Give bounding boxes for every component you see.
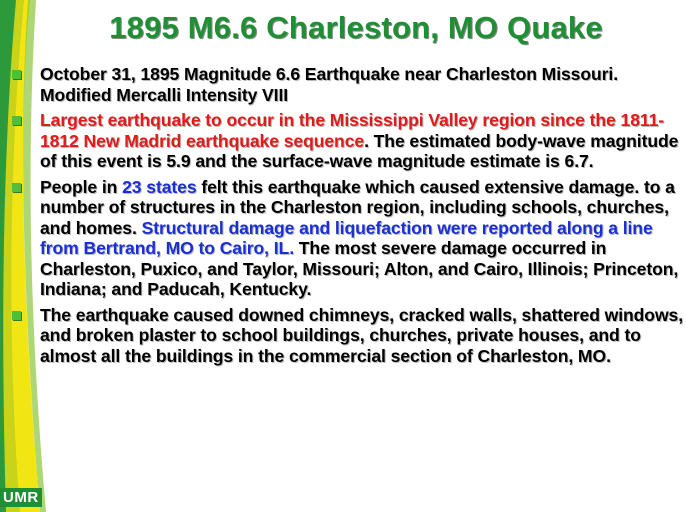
bullet-text: . The estimated body-wave magnitude of this event is 5.9 and the surface-wave magnitude estimate is 6.7. — [40, 130, 679, 171]
bullet-list — [10, 64, 684, 371]
bullet-item-effects — [10, 305, 684, 367]
umr-logo: UMR — [0, 488, 42, 507]
bullet-square-icon — [12, 311, 21, 320]
bullet-item-date — [10, 64, 684, 105]
highlight-blue-text: Structural damage and liquefaction were reported along a line from Bertrand, MO to Cairo, IL. — [40, 217, 653, 258]
bullet-item-largest — [10, 110, 684, 172]
highlight-blue-text: 23 states — [122, 176, 197, 197]
highlight-red-text: Largest earthquake to occur in the Mississippi Valley region since the 1811-1812 New Madrid earthquake sequence — [40, 110, 665, 151]
bullet-text: The most severe damage occurred in Charleston, Puxico, and Taylor, Missouri; Alton, and Cairo, Illinois; Princeton, Indiana; and Paducah, Kentucky. — [40, 238, 679, 299]
bullet-square-icon — [12, 183, 21, 192]
bullet-text: October 31, 1895 Magnitude 6.6 Earthquake near Charleston Missouri. Modified Mercalli Intensity VIII — [40, 64, 618, 105]
bullet-square-icon — [12, 116, 21, 125]
bullet-square-icon — [12, 70, 21, 79]
bullet-text: People in — [40, 176, 123, 197]
bullet-text: felt this earthquake which caused extensive damage. to a number of structures in the Charleston region, including schools, churches, and homes. — [40, 176, 675, 238]
bullet-text: The earthquake caused downed chimneys, cracked walls, shattered windows, and broken plaster to school buildings, churches, private houses, and to almost all the buildings in the commercial section of Charleston, MO. — [40, 304, 684, 366]
slide-title: 1895 M6.6 Charleston, MO Quake — [109, 10, 603, 45]
bullet-item-damage — [10, 177, 684, 300]
